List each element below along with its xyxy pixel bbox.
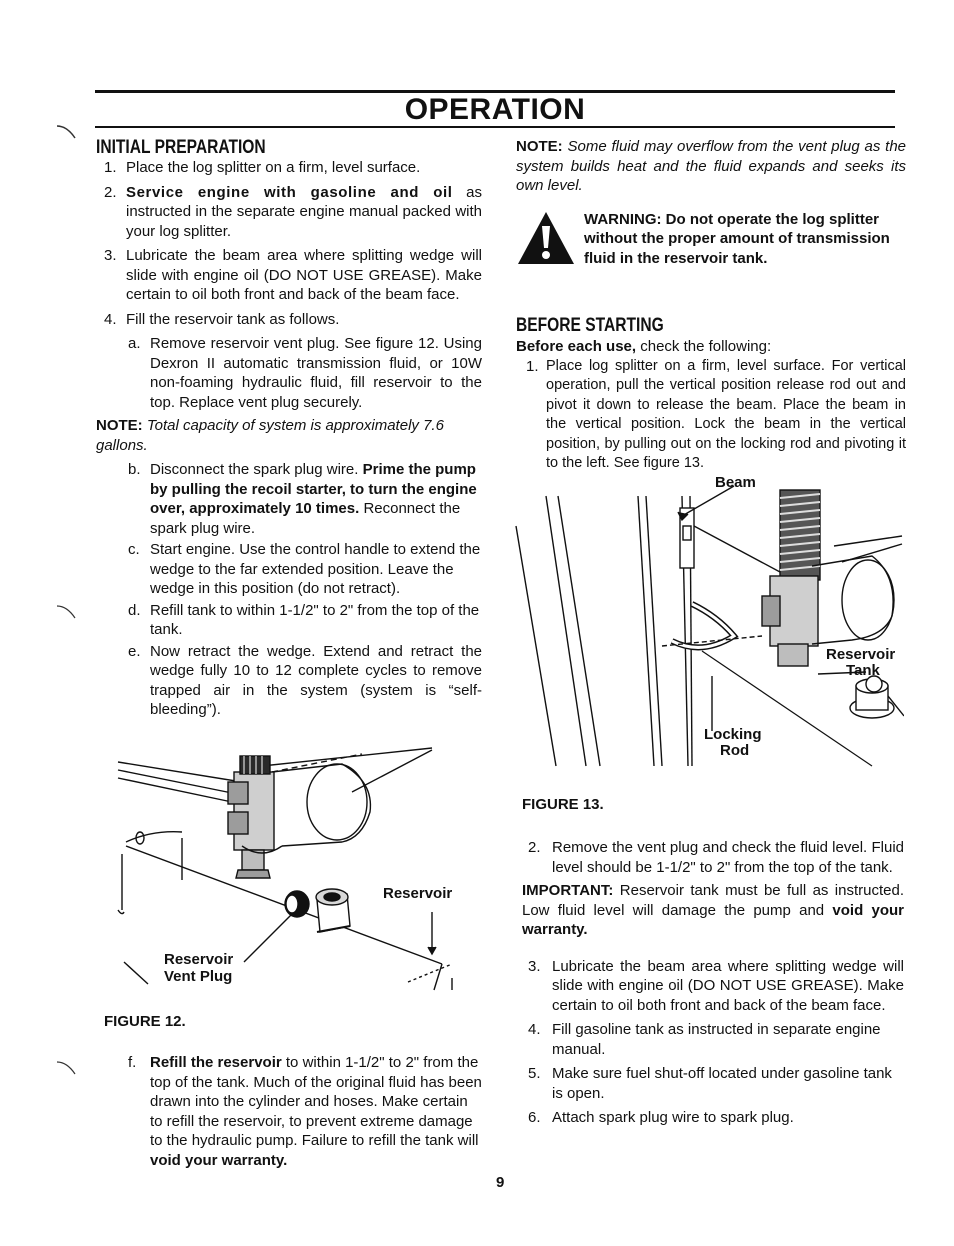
callout-locking-rod-line1: Locking [704, 726, 762, 743]
list-item: 4. Fill gasoline tank as instructed in separate engine manual. [516, 1020, 904, 1059]
callout-locking-rod-line2: Rod [720, 742, 750, 759]
callout-reservoir-tank-line1: Reservoir [826, 646, 896, 663]
step-text: Fill the reservoir tank as follows. [126, 310, 340, 328]
important-note: IMPORTANT: Reservoir tank must be full as instructed. Low fluid level will damage the pump and void your warranty. [522, 882, 904, 938]
margin-mark [55, 602, 79, 626]
step-text: Lubricate the beam area where splitting wedge will slide with engine oil (DO NOT USE GREASE). Make certain to oil both front and back of the beam face. [552, 957, 904, 1014]
right-column-lower [516, 838, 904, 1128]
step-text: Attach spark plug wire to spark plug. [552, 1109, 794, 1126]
callout-reservoir: Reservoir [383, 885, 453, 902]
step-f-section [96, 1053, 482, 1170]
warning-text: WARNING: Do not operate the log splitter without the proper amount of transmission fluid in the reservoir tank. [584, 210, 890, 267]
step-text: Remove the vent plug and check the fluid level. Fluid level should be 1-1/2" to 2" from the top of the tank. [552, 839, 904, 876]
callout-beam: Beam [715, 474, 756, 491]
before-intro: Before each use, check the following: [516, 338, 772, 355]
list-item: 5. Make sure fuel shut-off located under gasoline tank is open. [516, 1064, 904, 1103]
sub-list-item: e. Now retract the wedge. Extend and retract the wedge fully 10 to 12 complete cycles to remove trapped air in the system (system is “self-bleeding”). [128, 642, 482, 718]
warning-icon [516, 210, 576, 266]
list-item: 3. Lubricate the beam area where splitting wedge will slide with engine oil (DO NOT USE GREASE). Make certain to oil both front and back of the beam face. [528, 957, 904, 1014]
list-item: 6. Attach spark plug wire to spark plug. [516, 1108, 904, 1128]
step-text: Refill tank to within 1-1/2" to 2" from the top of the tank. [150, 601, 480, 638]
header-rule-bottom [95, 126, 895, 128]
callout-vent-plug-line1: Reservoir [164, 951, 234, 968]
sub-list-item: f. Refill the reservoir to within 1-1/2" to 2" from the top of the tank. Much of the original fluid has been drawn into the cylinder and hoses. Make certain to refill the reservoir, to prevent extreme damage to the hydraulic pump. Failure to refill the tank will void your warranty. [128, 1054, 482, 1169]
sub-list-item: a. Remove reservoir vent plug. See figure 12. Using Dexron II automatic transmission fluid, or 10W non-foaming hydraulic fluid, fill reservoir to the top. Replace vent plug securely. [128, 335, 482, 411]
margin-mark [55, 1058, 79, 1082]
list-item: 2. Remove the vent plug and check the fluid level. Fluid level should be 1-1/2" to 2" from the top of the tank. [528, 839, 904, 876]
callout-vent-plug-line2: Vent Plug [164, 968, 233, 985]
step-text: Fill gasoline tank as instructed in separate engine manual. [552, 1021, 881, 1058]
step-text: Remove reservoir vent plug. See figure 12. Using Dexron II automatic transmission fluid, or 10W non-foaming hydraulic fluid, fill reservoir to the top. Replace vent plug securely. [150, 335, 482, 411]
page-title: OPERATION [404, 93, 586, 126]
step-text: Lubricate the beam area where splitting wedge will slide with engine oil (DO NOT USE GREASE). Make certain to oil both front and back of the beam face. [126, 247, 482, 303]
note: NOTE: Some fluid may overflow from the vent plug as the system builds heat and the fluid expands and seeks its own level. [516, 138, 906, 194]
margin-mark [55, 122, 79, 146]
sub-list-item: c. Start engine. Use the control handle to extend the wedge to the far extended position. Leave the wedge in this position (do not retract). [128, 541, 481, 597]
initial-preparation-heading: INITIAL PREPARATION [96, 137, 266, 158]
right-column-upper [516, 137, 906, 474]
note: NOTE: Total capacity of system is approximately 7.6 gallons. [96, 417, 444, 454]
figure-12-label: FIGURE 12. [104, 1013, 186, 1030]
sub-list-item: d. Refill tank to within 1-1/2" to 2" from the top of the tank. [96, 601, 482, 640]
step-text: Start engine. Use the control handle to extend the wedge to the far extended position. Leave the wedge in this position (do not retract). [150, 541, 481, 597]
step-text-bold: Service engine with gasoline and oil [126, 183, 453, 201]
step-text: Make sure fuel shut-off located under gasoline tank is open. [552, 1065, 892, 1102]
sub-list-item: b. Disconnect the spark plug wire. Prime the pump by pulling the recoil starter, to turn the engine over, approximately 10 times. Reconnect the spark plug wire. [128, 461, 477, 537]
step-text: Place log splitter on a firm, level surface. For vertical operation, pull the vertical position release rod out and pivot it down to release the beam. Place the beam in the vertical position. Lock the beam in the vertical position, by pulling out on the locking rod and pivoting it to the left. See figure 13. [546, 357, 906, 471]
step-text: as instructed in the separate engine manual packed with your log splitter. [126, 183, 482, 240]
list-item: 3. Lubricate the beam area where splitting wedge will slide with engine oil (DO NOT USE GREASE). Make certain to oil both front and back of the beam face. [104, 247, 482, 303]
warning-block [516, 210, 906, 269]
list-item: 4. Fill the reservoir tank as follows. [96, 310, 482, 330]
figure-13-label: FIGURE 13. [522, 796, 604, 813]
callout-reservoir-tank-line2: Tank [846, 662, 880, 679]
list-item: 1. Place the log splitter on a firm, level surface. [96, 158, 482, 178]
step-text: Now retract the wedge. Extend and retract the wedge fully 10 to 12 complete cycles to remove trapped air in the system (system is “self-bleeding”). [150, 642, 482, 718]
before-starting-heading: BEFORE STARTING [516, 315, 664, 336]
initial-preparation-section [96, 137, 482, 720]
page-number: 9 [496, 1174, 505, 1191]
list-item: 2. Service engine with gasoline and oil as instructed in the separate engine manual packed with your log splitter. [104, 183, 482, 240]
step-text: Place the log splitter on a firm, level surface. [126, 159, 421, 176]
list-item: 1. Place log splitter on a firm, level surface. For vertical operation, pull the vertical position release rod out and pivot it down to release the beam. Place the beam in the vertical position. Lock the beam in the vertical position, by pulling out on the locking rod and pivoting it to the left. See figure 13. [516, 357, 906, 474]
